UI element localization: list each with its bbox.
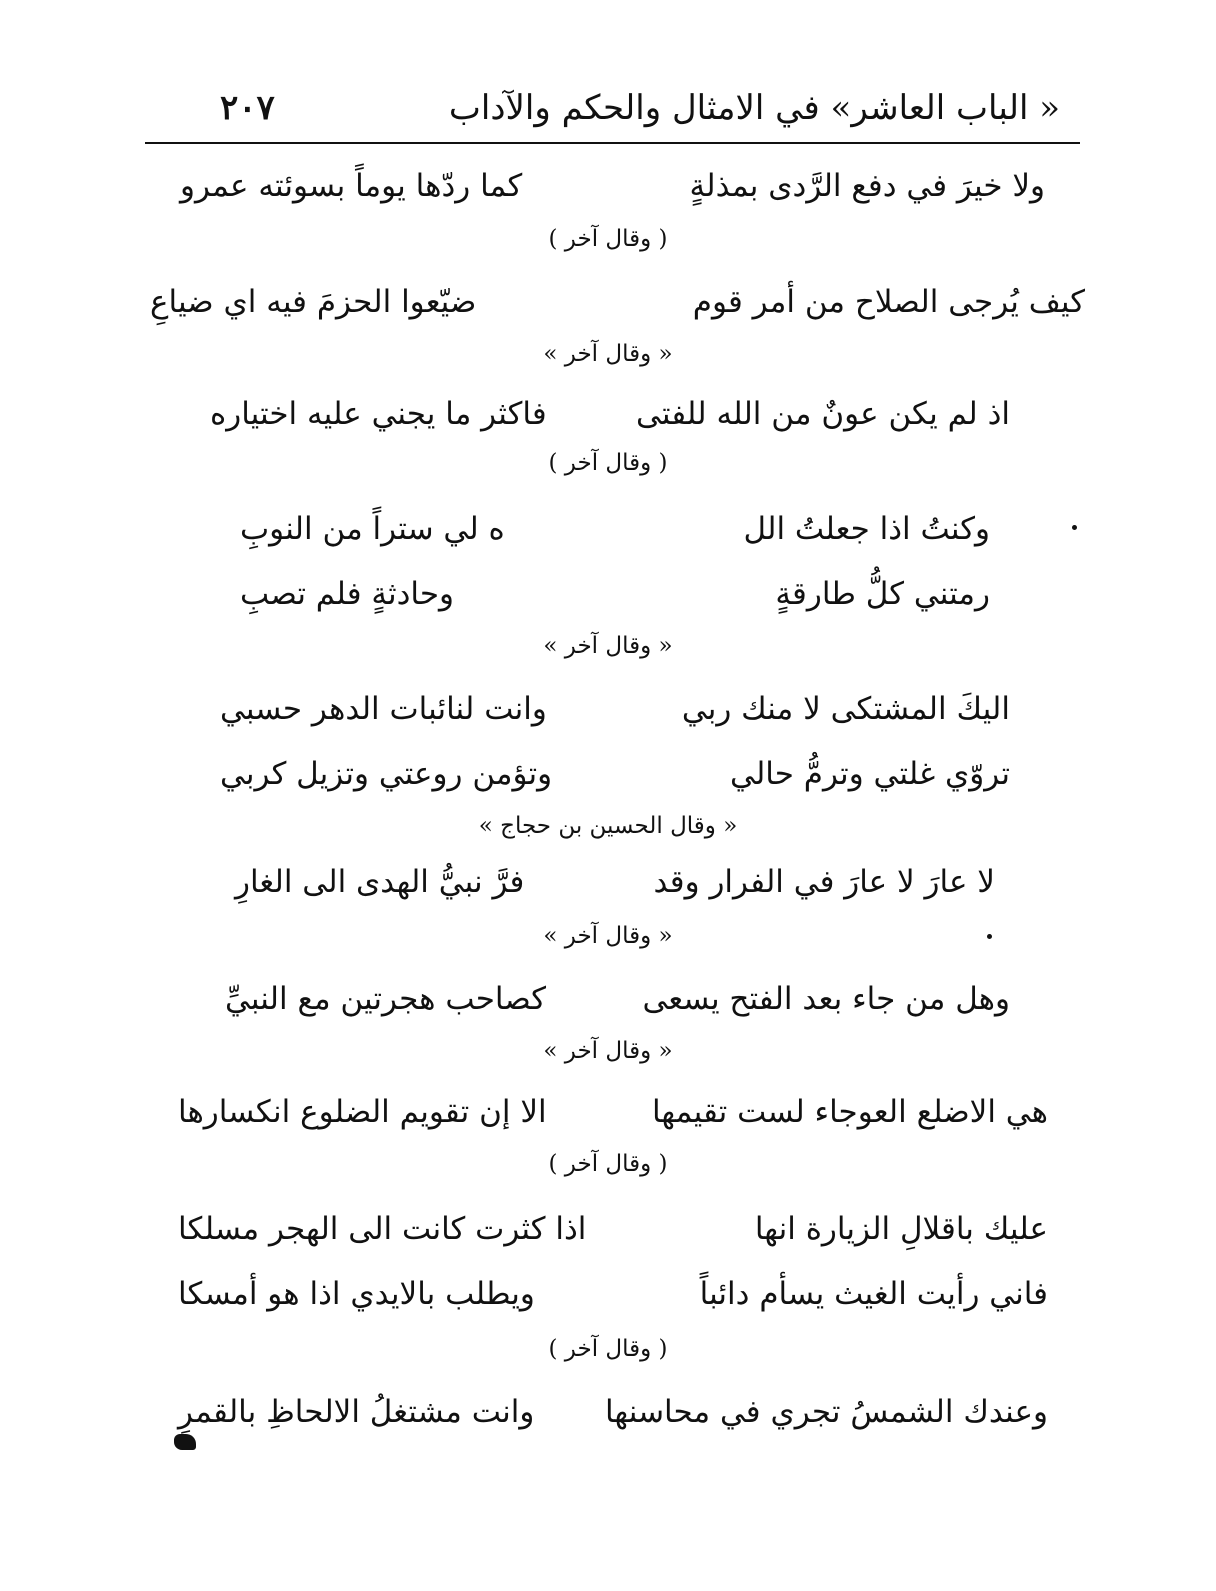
attribution-line: ( وقال آخر ) (548, 450, 668, 476)
verse-first-hemistich: رمتني كلُّ طارقةٍ (775, 576, 990, 612)
verse-first-hemistich: ولا خيرَ في دفع الرَّدى بمذلةٍ (689, 168, 1045, 204)
attribution-line: ( وقال آخر ) (548, 1151, 668, 1177)
attribution-line: « وقال الحسين بن حجاج » (478, 813, 738, 839)
verse-second-hemistich: الا إن تقويم الضلوع انكسارها (178, 1094, 547, 1130)
verse-second-hemistich: فاكثر ما يجني عليه اختياره (210, 396, 547, 432)
verse-first-hemistich: وعندك الشمسُ تجري في محاسنها (604, 1394, 1048, 1430)
verse-first-hemistich: اذ لم يكن عونٌ من الله للفتى (636, 396, 1010, 432)
attribution-line: « وقال آخر » (543, 341, 673, 367)
print-speck (1072, 525, 1077, 530)
verse-second-hemistich: كصاحب هجرتين مع النبيِّ (225, 981, 547, 1017)
chapter-title: « الباب العاشر» في الامثال والحكم والآداب (448, 88, 1060, 128)
verse-line (225, 975, 1010, 1023)
attribution-line: ( وقال آخر ) (548, 1336, 668, 1362)
running-header (150, 78, 1080, 138)
verse-line (180, 162, 1045, 210)
verse-first-hemistich: كيف يُرجى الصلاح من أمر قوم (692, 284, 1085, 320)
verse-line (235, 858, 995, 906)
attribution-line: « وقال آخر » (543, 633, 673, 659)
verse-second-hemistich: ضيّعوا الحزمَ فيه اي ضياعِ (150, 284, 477, 320)
verse-line (210, 390, 1010, 438)
verse-first-hemistich: هي الاضلع العوجاء لست تقيمها (651, 1094, 1048, 1130)
verse-line (150, 278, 1085, 326)
page-number: ٢٠٧ (220, 88, 275, 128)
print-speck (987, 934, 992, 939)
attribution-line: « وقال آخر » (543, 923, 673, 949)
verse-first-hemistich: فاني رأيت الغيث يسأم دائباً (699, 1276, 1048, 1312)
verse-second-hemistich: وانت لنائبات الدهر حسبي (220, 691, 547, 727)
verse-first-hemistich: وكنتُ اذا جعلتُ الل (743, 511, 990, 547)
verse-second-hemistich: ه لي ستراً من النوبِ (240, 511, 505, 547)
verse-line (240, 570, 990, 618)
verse-line (240, 505, 990, 553)
verse-line (178, 1205, 1048, 1253)
verse-line (178, 1388, 1048, 1436)
attribution-line: « وقال آخر » (543, 1038, 673, 1064)
ink-blot (174, 1434, 196, 1450)
verse-first-hemistich: وهل من جاء بعد الفتح يسعى (642, 981, 1010, 1017)
attribution-line: ( وقال آخر ) (548, 226, 668, 252)
verse-second-hemistich: ويطلب بالايدي اذا هو أمسكا (178, 1276, 535, 1312)
verse-line (178, 1270, 1048, 1318)
verse-second-hemistich: وحادثةٍ فلم تصبِ (240, 576, 455, 612)
verse-second-hemistich: وانت مشتغلُ الالحاظِ بالقمرِ (178, 1394, 535, 1430)
verse-first-hemistich: عليك باقلالِ الزيارة انها (754, 1211, 1048, 1247)
header-rule (145, 142, 1080, 144)
verse-second-hemistich: فرَّ نبيُّ الهدى الى الغارِ (235, 864, 525, 900)
verse-line (220, 750, 1010, 798)
verse-line (178, 1088, 1048, 1136)
verse-second-hemistich: اذا كثرت كانت الى الهجر مسلكا (178, 1211, 587, 1247)
verse-second-hemistich: كما ردّها يوماً بسوئته عمرو (180, 168, 523, 204)
verse-second-hemistich: وتؤمن روعتي وتزيل كربي (220, 756, 553, 792)
verse-first-hemistich: اليكَ المشتكى لا منك ربي (681, 691, 1010, 727)
verse-first-hemistich: لا عارَ لا عارَ في الفرار وقد (653, 864, 995, 900)
verse-first-hemistich: تروّي غلتي وترمُّ حالي (730, 756, 1010, 792)
verse-line (220, 685, 1010, 733)
